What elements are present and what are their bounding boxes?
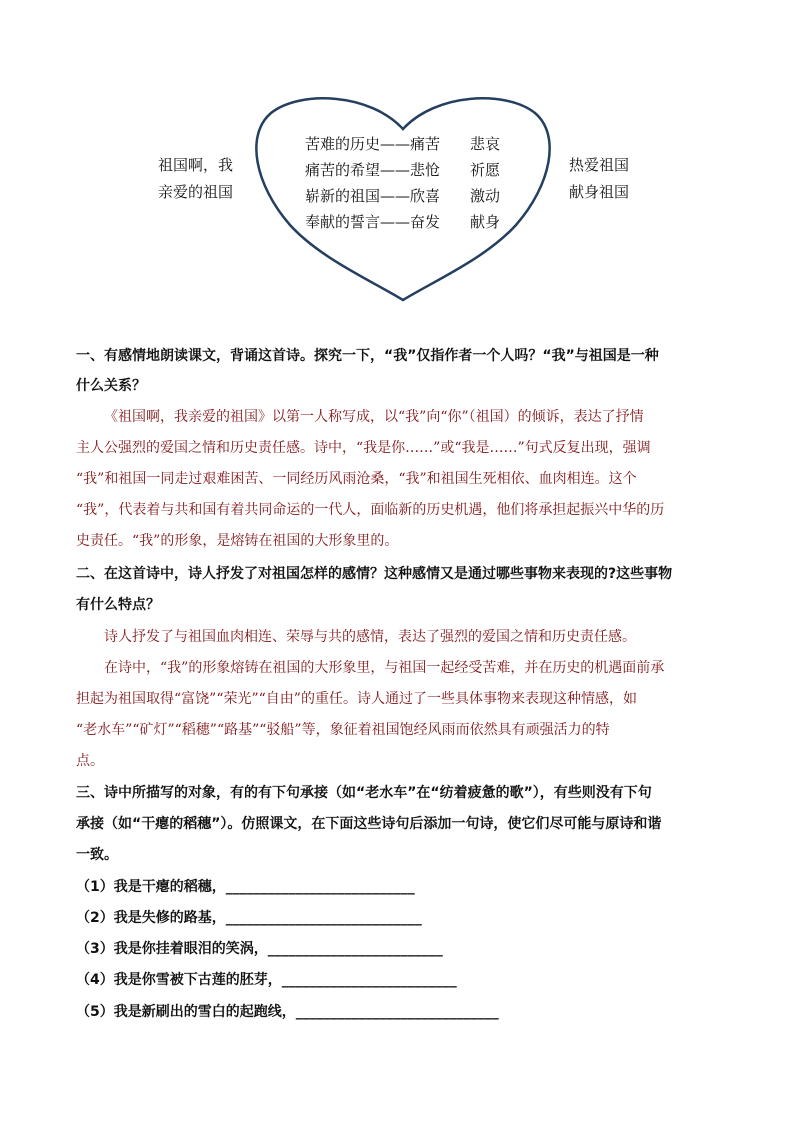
q1-answer-line-2: 主人公强烈的爱国之情和历史责任感。诗中，“我是你……”或“我是……”句式反复出现，强调	[76, 440, 651, 456]
q2-answer-line-5: 点。	[76, 753, 104, 769]
q3-question-line-3: 一致。	[76, 847, 118, 863]
right-label-line-2: 献身祖国	[569, 183, 630, 201]
q2-answer-line-4: “老水车”“矿灯”“稻穗”“路基”“驳船”等，象征着祖国饱经风雨而依然具有顽强活力的特	[76, 722, 610, 738]
q2-question-line-1: 二、在这首诗中，诗人抒发了对祖国怎样的感情？这种感情又是通过哪些事物来表现的?这些事物	[76, 566, 673, 582]
q3-item-5: （5）我是新刷出的雪白的起跑线，_____________________________	[76, 1004, 499, 1020]
heart-row-2-right: 祈愿	[470, 161, 501, 179]
heart-row-3-right: 激动	[470, 187, 501, 205]
heart-row-2-left: 痛苦的希望——悲怆	[305, 161, 441, 179]
q2-answer-line-3: 担起为祖国取得“富饶”“荣光”“自由”的重任。诗人通过了一些具体事物来表现这种情感，如	[76, 691, 637, 707]
q1-answer-line-1: 《祖国啊，我亲爱的祖国》以第一人称写成，以“我”向“你”（祖国）的倾诉，表达了抒情	[104, 409, 644, 425]
q1-answer-line-5: 史责任。“我”的形象，是熔铸在祖国的大形象里的。	[76, 533, 399, 549]
q3-item-2: （2）我是失修的路基，____________________________	[76, 910, 422, 926]
q1-question-line-1: 一、有感情地朗读课文，背诵这首诗。探究一下，“我”仅指作者一个人吗？“我”与祖国是一种	[76, 348, 659, 364]
heart-row-3-left: 崭新的祖国——欣喜	[305, 187, 441, 205]
q1-answer-line-4: “我”，代表着与共和国有着共同命运的一代人，面临新的历史机遇，他们将承担起振兴中华的历	[76, 502, 665, 518]
q2-answer-line-1: 诗人抒发了与祖国血肉相连、荣辱与共的感情，表达了强烈的爱国之情和历史责任感。	[104, 629, 636, 645]
heart-row-4-right: 献身	[470, 213, 501, 231]
q1-question-line-2: 什么关系？	[76, 378, 146, 394]
heart-row-1-right: 悲哀	[470, 135, 501, 153]
q1-answer-line-3: “我”和祖国一同走过艰难困苦、一同经历风雨沧桑，“我”和祖国生死相依、血肉相连。这个	[76, 471, 637, 487]
q3-question-line-1: 三、诗中所描写的对象，有的有下句承接（如“老水车”在“纺着疲惫的歌”），有些则没有下句	[76, 785, 652, 801]
left-label-line-2: 亲爱的祖国	[158, 183, 234, 201]
q3-item-1: （1）我是干瘪的稻穗，___________________________	[76, 879, 415, 895]
q3-item-3: （3）我是你挂着眼泪的笑涡，_________________________	[76, 941, 443, 957]
left-label-line-1: 祖国啊，我	[158, 156, 234, 174]
heart-row-4-left: 奉献的誓言——奋发	[305, 213, 441, 231]
q3-question-line-2: 承接（如“干瘪的稻穗”）。仿照课文，在下面这些诗句后添加一句诗，使它们尽可能与原诗和谐	[76, 816, 662, 832]
q2-question-line-2: 有什么特点？	[76, 597, 160, 613]
q2-answer-line-2: 在诗中，“我”的形象熔铸在祖国的大形象里，与祖国一起经受苦难，并在历史的机遇面前承	[104, 660, 665, 676]
heart-row-1-left: 苦难的历史——痛苦	[305, 135, 441, 153]
right-label-line-1: 热爱祖国	[569, 156, 630, 174]
q3-item-4: （4）我是你雪被下古莲的胚芽，_________________________	[76, 972, 457, 988]
